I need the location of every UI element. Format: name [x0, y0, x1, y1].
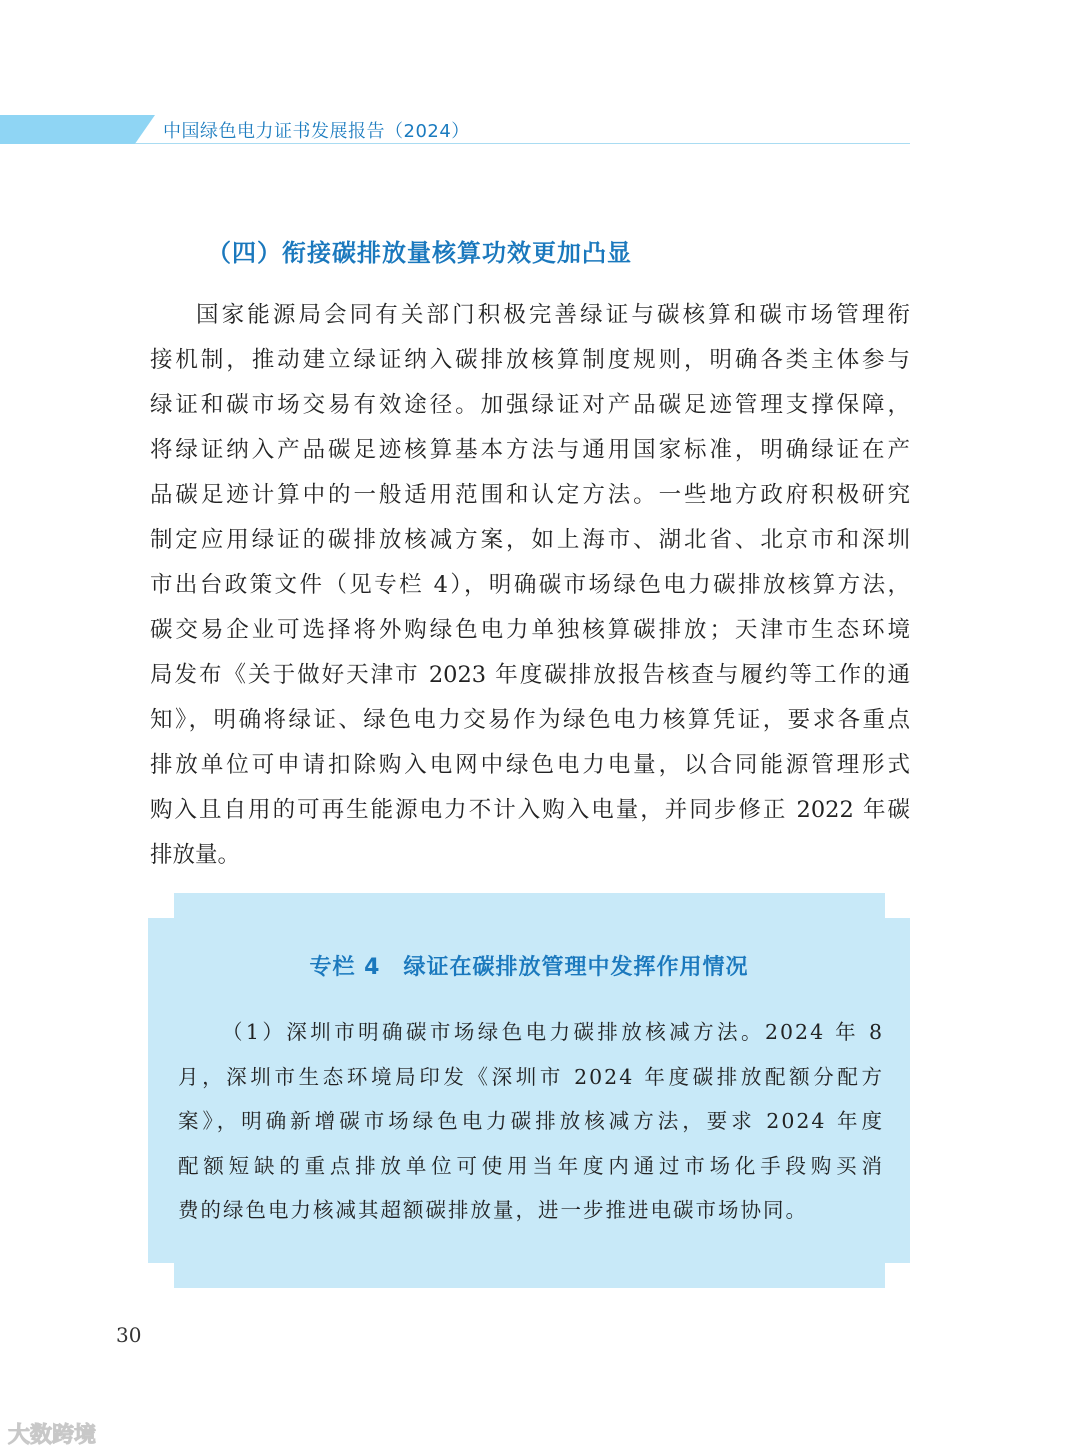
- box-line: 费的绿色电力核减其超额碳排放量，进一步推进电碳市场协同。: [178, 1198, 808, 1222]
- section-heading: （四）衔接碳排放量核算功效更加凸显: [207, 239, 632, 267]
- body-paragraph: [150, 293, 910, 878]
- page-number: 30: [116, 1323, 142, 1347]
- box-line: 月，深圳市生态环境局印发《深圳市 2024 年度碳排放配额分配方: [178, 1064, 884, 1089]
- sidebar-box-title: 专栏 4 绿证在碳排放管理中发挥作用情况: [309, 955, 749, 980]
- body-line: 排放单位可申请扣除购入电网中绿色电力电量，以合同能源管理形式: [150, 752, 910, 778]
- body-line: 市出台政策文件（见专栏 4），明确碳市场绿色电力碳排放核算方法，: [150, 572, 910, 598]
- body-line: 排放量。: [150, 842, 241, 868]
- body-line: 国家能源局会同有关部门积极完善绿证与碳核算和碳市场管理衔: [196, 302, 910, 328]
- box-line: 案》，明确新增碳市场绿色电力碳排放核减方法，要求 2024 年度: [178, 1109, 884, 1133]
- body-line: 碳交易企业可选择将外购绿色电力单独核算碳排放；天津市生态环境: [150, 617, 910, 643]
- body-line: 局发布《关于做好天津市 2023 年度碳排放报告核查与履约等工作的通: [150, 662, 910, 688]
- body-line: 品碳足迹计算中的一般适用范围和认定方法。一些地方政府积极研究: [150, 482, 910, 508]
- sidebar-box-text: [178, 1010, 884, 1233]
- body-line: 接机制，推动建立绿证纳入碳排放核算制度规则，明确各类主体参与: [150, 347, 910, 373]
- body-line: 知》，明确将绿证、绿色电力交易作为绿色电力核算凭证，要求各重点: [150, 707, 910, 733]
- header-accent-band: [0, 115, 155, 144]
- box-line: （1）深圳市明确碳市场绿色电力碳排放核减方法。2024 年 8: [222, 1020, 884, 1044]
- body-line: 绿证和碳市场交易有效途径。加强绿证对产品碳足迹管理支撑保障，: [150, 392, 910, 418]
- running-header-title: 中国绿色电力证书发展报告（2024）: [163, 121, 470, 142]
- box-line: 配额短缺的重点排放单位可使用当年度内通过市场化手段购买消: [178, 1153, 884, 1178]
- watermark-text: 大数跨境: [8, 1423, 97, 1448]
- watermark-logo: [8, 1418, 96, 1449]
- body-line: 制定应用绿证的碳排放核减方案，如上海市、湖北省、北京市和深圳: [150, 527, 910, 553]
- header-rule: [135, 143, 910, 144]
- body-line: 购入且自用的可再生能源电力不计入购入电量，并同步修正 2022 年碳: [150, 797, 910, 823]
- body-line: 将绿证纳入产品碳足迹核算基本方法与通用国家标准，明确绿证在产: [150, 437, 910, 463]
